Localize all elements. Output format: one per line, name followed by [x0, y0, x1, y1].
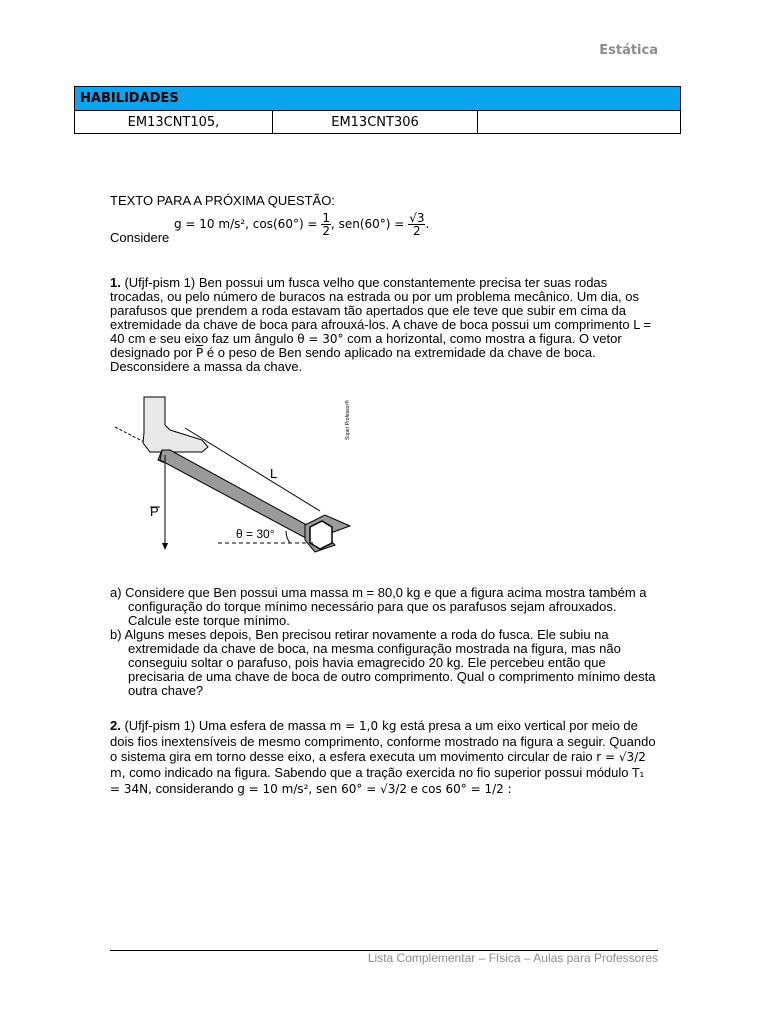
question-number: 1.: [110, 275, 121, 290]
question-2: [110, 718, 658, 797]
frac-den: 2: [322, 224, 330, 238]
cosine-formula: cos 60° = 1/2 :: [421, 782, 512, 796]
frac-num: √3: [409, 211, 425, 225]
wrench-figure: [110, 395, 360, 555]
item-b-continuation: extremidade da chave de boca, na mesma configuração mostrada na figura, mas não conseguiu soltar o parafuso, pois havia emagrecido 20 kg. Ele percebeu então que precisaria de uma chave de boca de outro comprimento. Qual o comprimento mínimo desta outra chave?: [128, 641, 656, 698]
tension-formula: T₁ = 34N,: [110, 766, 645, 796]
boot-icon: [143, 397, 208, 452]
fraction-sqrt3-over-2: [408, 212, 425, 237]
item-a-first-line: a) Considere que Ben possui uma massa m = 80,0 kg e que a figura acima mostra também a: [110, 585, 647, 600]
skill-code-empty: [478, 111, 681, 134]
formula-sen: , sen(60°) =: [330, 217, 405, 231]
question-source: (Ufjf-pism 1): [124, 275, 196, 290]
skills-heading: HABILIDADES: [75, 87, 681, 111]
skills-table: [74, 86, 681, 134]
mass-formula: m = 1,0 kg: [329, 719, 397, 733]
question-1-items: [110, 586, 658, 698]
fraction-half: [321, 212, 331, 237]
item-b-first-line: b) Alguns meses depois, Ben precisou retirar novamente a roda do fusca. Ele subiu na: [110, 627, 609, 642]
formula-end: .: [425, 217, 430, 231]
radius-formula: r = √3/2 m,: [110, 750, 646, 780]
item-b: [110, 628, 658, 698]
figure-watermark: Super Professor®: [345, 400, 351, 440]
page-header-title: Estática: [599, 43, 658, 58]
bolt-hex-icon: [310, 521, 332, 549]
question-text: está presa a um eixo vertical por meio de dois fios inextensíveis de mesmo comprimento, conforme mostrado na figura a seguir. Quando o sistema gira em torno desse eixo, a esfera executa um movimento circular de raio: [110, 718, 656, 764]
question-text: com a horizontal, como mostra a figura. O vetor designado por: [110, 331, 622, 360]
frac-num: 1: [322, 211, 330, 225]
frac-den: 2: [413, 224, 421, 238]
question-text: Ben possui um fusca velho que constantemente precisa ter suas rodas trocadas, ou pelo número de buracos na estrada ou por um problema mecânico. Um dia, os parafusos que prendem a roda estavam tão apertados que ele teve que subir em cima da extremidade da chave de boca para afrouxá-los. A chave de boca possui um comprimento L = 40 cm e seu eixo faz um ângulo: [110, 275, 652, 346]
question-text: como indicado na figura. Sabendo que a tração exercida no fio superior possui módulo: [129, 765, 629, 780]
angle-arc: [286, 531, 290, 543]
context-consider: Considere: [110, 230, 170, 245]
item-a-continuation: configuração do torque mínimo necessário para que os parafusos sejam afrouxados. Calcule este torque mínimo.: [128, 599, 617, 628]
label-P: P: [150, 504, 159, 519]
formula-g-cos: g = 10 m/s², cos(60°) =: [174, 217, 318, 231]
context-label: TEXTO PARA A PRÓXIMA QUESTÃO:: [110, 193, 335, 208]
gravity-sine-formula: g = 10 m/s², sen 60° = √3/2: [237, 782, 408, 796]
question-text: considerando: [155, 781, 234, 796]
label-L: L: [270, 466, 278, 481]
skill-code: EM13CNT306: [273, 111, 478, 134]
item-a: [110, 586, 658, 628]
arrow-head-icon: [162, 543, 168, 550]
context-formula-line: [110, 208, 670, 244]
question-number: 2.: [110, 718, 121, 733]
question-text: e: [410, 781, 418, 796]
vector-p: $\overline{P}$: [196, 346, 204, 360]
label-theta: θ = 30°: [236, 527, 275, 541]
theta-formula: θ = 30°: [297, 332, 344, 346]
skill-code: EM13CNT105,: [75, 111, 273, 134]
page-footer: Lista Complementar – Física – Aulas para Professores: [367, 951, 658, 965]
question-1: [110, 276, 658, 374]
question-source: (Ufjf-pism 1): [124, 718, 196, 733]
context-formula: [174, 212, 429, 237]
question-text: Uma esfera de massa: [198, 718, 327, 733]
question-text: é o peso de Ben sendo aplicado na extremidade da chave de boca. Desconsidere a massa da chave.: [110, 345, 596, 374]
